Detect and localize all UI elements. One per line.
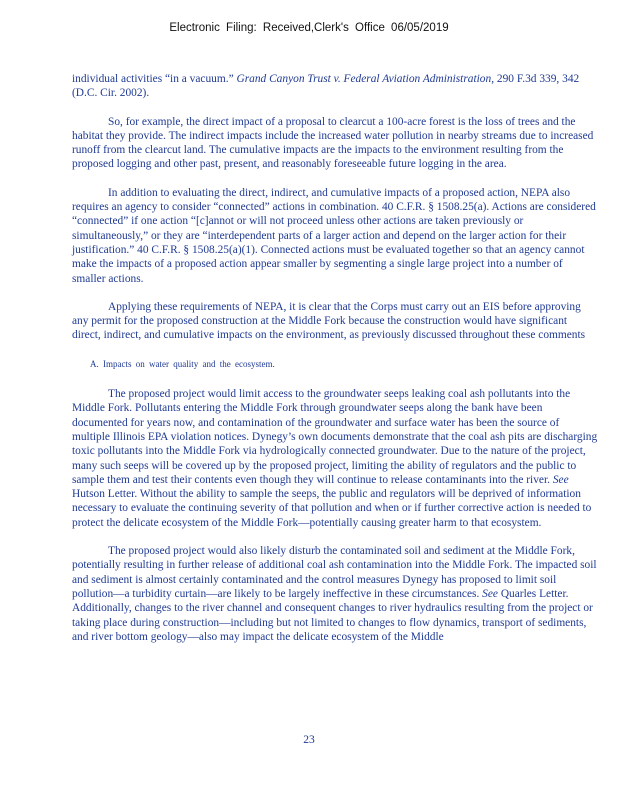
paragraph-0-reporter: , 290 F.3d 339, 342 (D.C. Cir. 2002).: [72, 73, 580, 100]
paragraph-2: In addition to evaluating the direct, indirect, and cumulative impacts of a proposed action, NEPA also requires an agency to consider “connected” actions in combination. 40 C.F.R. § 1508.25(a). Actions are considered “connected” if one action “[c]annot or will not proceed unless other actions are taken previously or simultaneously,” or they are “interdependent parts of a larger action and depend on the larger action for their justification.” 40 C.F.R. § 1508.25(a)(1). Connected actions must be evaluated together so that an agency cannot make the impacts of a proposed action appear smaller by segmenting a single large project into a number of smaller actions.: [72, 186, 596, 285]
filing-header: Electronic Filing: Received,Clerk's Office 06/05/2019: [169, 22, 449, 34]
see-signal: See: [552, 473, 569, 486]
section-heading: A. Impacts on water quality and the ecosystem.: [90, 358, 275, 369]
paragraph-0-text: individual activities “in a vacuum.”: [72, 73, 237, 85]
paragraph-4: [72, 387, 598, 530]
paragraph-5-continued: Quarles Letter. Additionally, changes to the river channel and consequent changes to river hydraulics resulting from the project or taking place during construction—including but not limited to changes to flow dynamics, transport of sediments, and river bottom geology—also may impact the delicate ecosystem of the Middle: [72, 587, 593, 643]
page-number: 23: [303, 734, 315, 746]
paragraph-0: [72, 72, 598, 101]
paragraph-5: [72, 544, 598, 644]
paragraph-4-continued: Hutson Letter. Without the ability to sample the seeps, the public and regulators will be deprived of information necessary to evaluate the continuing severity of that pollution and when or if further corrective action is needed to protect the delicate ecosystem of the Middle Fork—potentially causing greater harm to that ecosystem.: [72, 488, 592, 529]
document-body: [72, 72, 598, 658]
paragraph-3: Applying these requirements of NEPA, it is clear that the Corps must carry out an EIS before approving any permit for the proposed construction at the Middle Fork because the construction would have significant direct, indirect, and cumulative impacts on the environment, as previously discussed throughout these comments: [72, 300, 586, 342]
paragraph-1: So, for example, the direct impact of a proposal to clearcut a 100-acre forest is the loss of trees and the habitat they provide. The indirect impacts include the increased water pollution in nearby streams due to increased runoff from the clearcut land. The cumulative impacts are the impacts to the environment resulting from the proposed logging and other past, present, and reasonably foreseeable future logging in the area.: [72, 115, 594, 171]
paragraph-4-text: The proposed project would limit access to the groundwater seeps leaking coal ash pollutants into the Middle Fork. Pollutants entering the Middle Fork through groundwater seeps along the bank have been documented for years now, and contamination of the groundwater and surface water has been the source of multiple Illinois EPA violation notices. Dynegy’s own documents demonstrate that the coal ash pits are discharging toxic pollutants into the Middle Fork via hydrologically connected groundwater. Due to the nature of the project, many such seeps will be covered up by the proposed project, limiting the ability of regulators and the public to sample them and test their contents even though they will continue to release contaminants into the river.: [72, 388, 598, 486]
paragraph-5-text: The proposed project would also likely disturb the contaminated soil and sediment at the Middle Fork, potentially resulting in further release of additional coal ash contamination into the Middle Fork. The impacted soil and sediment is almost certainly contaminated and the control measures Dynegy has proposed to limit soil pollution—a turbidity curtain—are likely to be largely ineffective in these circumstances.: [72, 545, 597, 600]
see-signal: See: [482, 587, 498, 600]
case-citation: Grand Canyon Trust v. Federal Aviation Administration: [236, 73, 492, 85]
